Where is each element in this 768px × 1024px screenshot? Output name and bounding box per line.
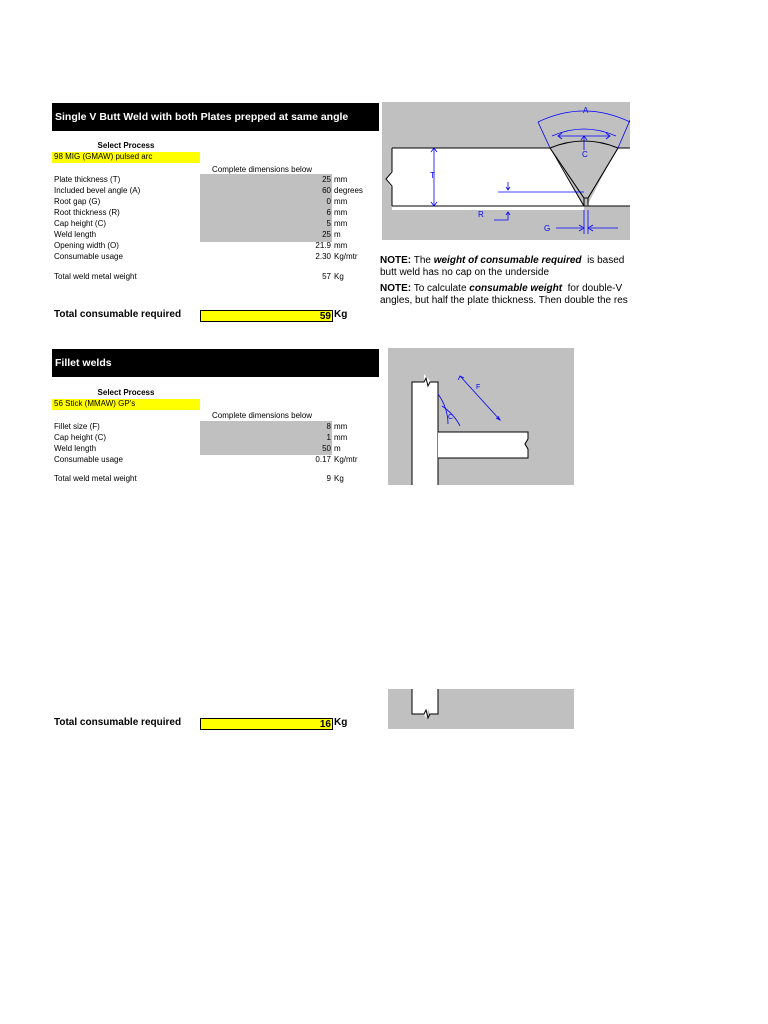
butt-total-consumable-label: Total consumable required — [54, 309, 182, 320]
fillet-select-process-title: Select Process — [97, 388, 155, 397]
fillet-row-label: Weld length — [54, 444, 97, 453]
fillet-row-unit: mm — [334, 422, 348, 431]
butt-diagram-label-a: A — [583, 106, 589, 115]
fillet-total-weight-label: Total weld metal weight — [54, 474, 137, 483]
butt-row-label: Plate thickness (T) — [54, 175, 121, 184]
fillet-total-consumable-label: Total consumable required — [54, 717, 182, 728]
butt-row-value[interactable]: 25 — [322, 230, 331, 239]
butt-diagram-label-g: G — [544, 224, 551, 233]
butt-row-value: 2.30 — [315, 252, 331, 261]
butt-note-1-mid: The — [411, 255, 434, 266]
butt-row-unit: degrees — [334, 186, 363, 195]
butt-note-2-rest: for double-V — [562, 283, 623, 294]
fillet-row-value: 0.17 — [315, 455, 331, 464]
fillet-weld-diagram-continuation — [388, 689, 574, 729]
butt-row-label: Root thickness (R) — [54, 208, 120, 217]
fillet-row-unit: Kg/mtr — [334, 455, 358, 464]
fillet-row-label: Consumable usage — [54, 455, 123, 464]
fillet-diagram-label-f: F — [476, 384, 481, 391]
fillet-process-select[interactable]: 56 Stick (MMAW) GP's — [52, 399, 200, 410]
butt-note-1-rest: is based — [581, 255, 625, 266]
butt-total-consumable-value: 59 — [200, 310, 333, 322]
butt-row-label: Opening width (O) — [54, 241, 119, 250]
fillet-total-weight-unit: Kg — [334, 474, 344, 483]
fillet-weld-diagram — [388, 348, 574, 485]
butt-diagram-label-r: R — [478, 210, 484, 219]
fillet-weld-diagram-svg — [388, 348, 574, 485]
butt-select-process-title: Select Process — [97, 141, 155, 150]
butt-complete-note: Complete dimensions below — [212, 165, 313, 174]
butt-note-1-prefix: NOTE: — [380, 255, 412, 266]
fillet-row-value[interactable]: 1 — [326, 433, 331, 442]
butt-row-value[interactable]: 6 — [326, 208, 331, 217]
butt-note-1-emph: weight of consumable required — [433, 255, 582, 266]
butt-weld-diagram-svg — [382, 102, 630, 240]
butt-diagram-label-c: C — [582, 150, 588, 159]
butt-row-value[interactable]: 5 — [326, 219, 331, 228]
butt-row-label: Included bevel angle (A) — [54, 186, 141, 195]
butt-row-unit: mm — [334, 197, 348, 206]
fillet-row-unit: mm — [334, 433, 348, 442]
fillet-row-value[interactable]: 8 — [326, 422, 331, 431]
butt-row-value: 21.9 — [315, 241, 331, 250]
butt-note-2-prefix: NOTE: — [380, 283, 412, 294]
fillet-total-consumable-unit: Kg — [334, 717, 348, 728]
butt-process-select[interactable]: 98 MIG (GMAW) pulsed arc — [52, 152, 200, 163]
butt-diagram-label-t: T — [430, 171, 435, 180]
fillet-row-label: Fillet size (F) — [54, 422, 100, 431]
butt-row-unit: mm — [334, 208, 348, 217]
butt-row-unit: mm — [334, 219, 348, 228]
fillet-row-unit: m — [334, 444, 341, 453]
butt-row-unit: mm — [334, 241, 348, 250]
fillet-total-weight-value: 9 — [326, 474, 331, 483]
fillet-header — [52, 349, 379, 377]
butt-note-2-line2: angles, but half the plate thickness. Then double the res — [380, 295, 628, 306]
butt-row-unit: Kg/mtr — [334, 252, 358, 261]
fillet-diagram-label-c: C — [448, 414, 454, 421]
butt-row-label: Consumable usage — [54, 252, 123, 261]
butt-row-label: Cap height (C) — [54, 219, 107, 228]
butt-weld-header-text: Single V Butt Weld with both Plates prepped at same angle — [55, 111, 349, 123]
butt-total-weight-label: Total weld metal weight — [54, 272, 137, 281]
butt-weld-diagram — [382, 102, 630, 240]
butt-row-unit: mm — [334, 175, 348, 184]
butt-note-2-mid: To calculate — [411, 283, 470, 294]
fillet-header-text: Fillet welds — [55, 357, 112, 369]
butt-row-value[interactable]: 60 — [322, 186, 331, 195]
butt-row-value[interactable]: 25 — [322, 175, 331, 184]
fillet-diagram-continuation-svg — [388, 689, 574, 729]
butt-weld-header — [52, 103, 379, 131]
fillet-total-consumable-value: 16 — [200, 718, 333, 730]
butt-row-unit: m — [334, 230, 341, 239]
butt-note-2-emph: consumable weight — [469, 283, 563, 294]
butt-total-weight-unit: Kg — [334, 272, 344, 281]
butt-row-label: Weld length — [54, 230, 97, 239]
butt-row-value[interactable]: 0 — [326, 197, 331, 206]
fillet-row-label: Cap height (C) — [54, 433, 107, 442]
butt-total-consumable-unit: Kg — [334, 309, 348, 320]
butt-total-weight-value: 57 — [322, 272, 331, 281]
butt-note-1-line2: butt weld has no cap on the underside — [380, 267, 550, 278]
fillet-complete-note: Complete dimensions below — [212, 411, 313, 420]
butt-row-label: Root gap (G) — [54, 197, 101, 206]
fillet-row-value[interactable]: 50 — [322, 444, 331, 453]
